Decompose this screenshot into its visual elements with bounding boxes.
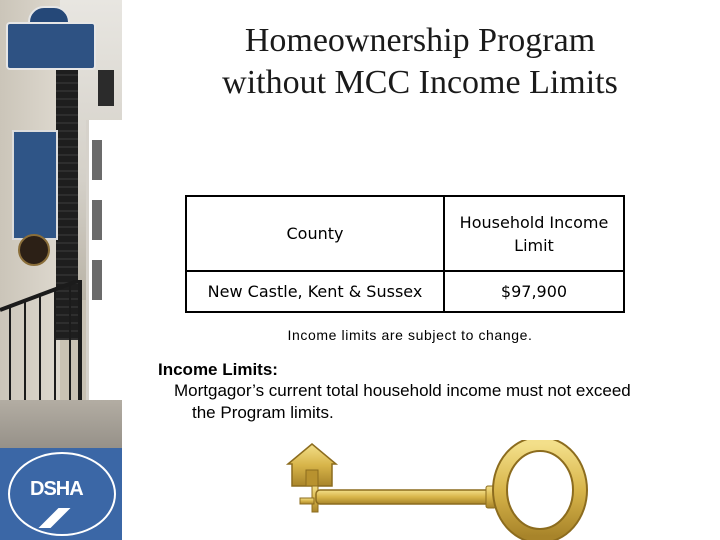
slide-title: [160, 20, 680, 104]
table-cell-income-limit: $97,900: [500, 282, 568, 301]
income-limits-line-2: the Program limits.: [192, 403, 334, 422]
wall-plaque: [18, 234, 50, 266]
income-limits-line-1: Mortgagor’s current total household income must not exceed: [174, 381, 631, 400]
housing-authority-sign: [6, 22, 96, 70]
building-photo: [0, 0, 122, 540]
door-pane: [92, 200, 102, 240]
logo-mountains-icon: [18, 508, 98, 528]
table-header-county: County: [187, 197, 445, 272]
door-pane: [92, 140, 102, 180]
title-line-1: Homeownership Program: [244, 22, 596, 59]
house-key-icon: [282, 440, 592, 540]
change-notice: Income limits are subject to change.: [287, 327, 533, 343]
income-limit-table: [185, 195, 625, 313]
title-line-2: without MCC Income Limits: [222, 64, 618, 101]
dsha-logo-text: DSHA: [30, 478, 83, 500]
wall-lamp: [98, 70, 114, 106]
table-header-income-limit: Household Income Limit: [445, 197, 623, 272]
income-limits-text: [174, 380, 674, 424]
stair-railing: [0, 280, 122, 420]
office-directory-sign: [12, 130, 58, 240]
income-limits-heading: Income Limits:: [158, 360, 278, 379]
table-cell-county: New Castle, Kent & Sussex: [187, 272, 445, 311]
